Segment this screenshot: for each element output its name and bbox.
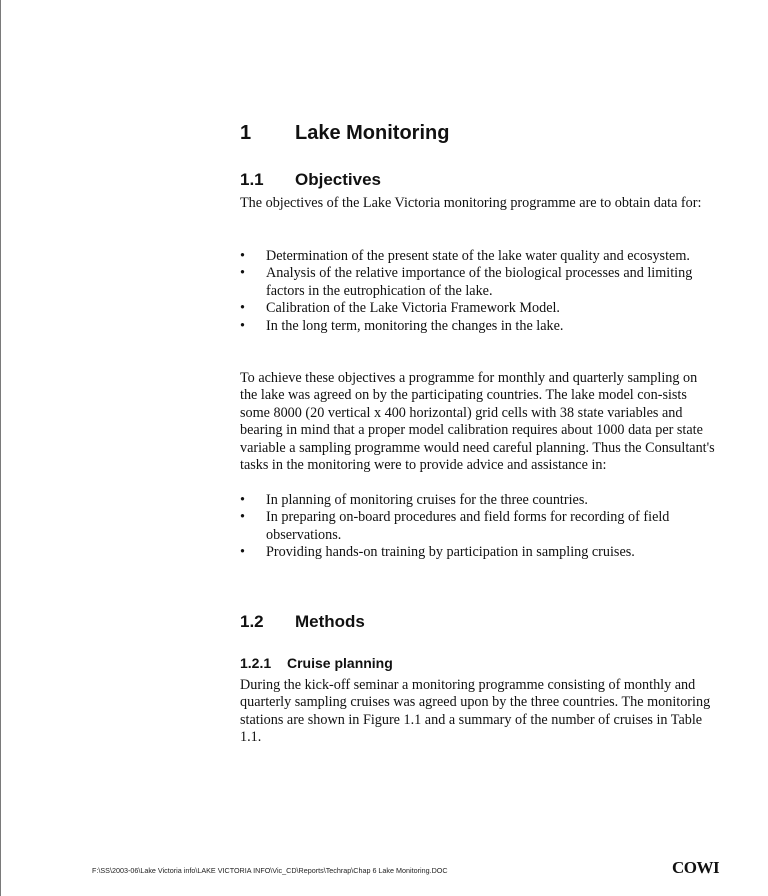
list-item xyxy=(240,300,718,317)
list-item xyxy=(240,248,718,265)
bullet-glyph: • xyxy=(240,492,245,508)
list-item xyxy=(240,318,718,335)
objectives-list xyxy=(240,248,718,335)
consultant-tasks-list xyxy=(240,492,718,562)
list-item xyxy=(240,544,718,561)
list-item xyxy=(240,509,718,544)
subsection-title: Cruise planning xyxy=(287,655,393,671)
subsection-number: 1.2.1 xyxy=(240,655,272,671)
bullet-glyph: • xyxy=(240,248,245,264)
section-title: Objectives xyxy=(295,170,381,189)
bullet-glyph: • xyxy=(240,544,245,561)
bullet-glyph: • xyxy=(240,509,245,526)
paragraph-text: The objectives of the Lake Victoria monitoring programme are to obtain data for: xyxy=(240,195,702,211)
list-item-text: In planning of monitoring cruises for the three countries. xyxy=(266,492,588,508)
page-left-border xyxy=(0,0,1,896)
monitoring-tasks-paragraph xyxy=(240,370,718,474)
cowi-logo: COWI xyxy=(672,858,720,877)
section-title: Methods xyxy=(295,612,365,631)
bullet-glyph: • xyxy=(240,300,245,317)
section-heading-objectives xyxy=(240,170,381,190)
list-item xyxy=(240,492,718,509)
list-item-text: Calibration of the Lake Victoria Framework Model. xyxy=(266,300,560,317)
list-item-text: Determination of the present state of the lake water quality and ecosystem. xyxy=(266,248,690,264)
chapter-number: 1 xyxy=(240,122,252,144)
subsection-heading-cruise-planning xyxy=(240,655,393,671)
list-item-text: In the long term, monitoring the changes in the lake. xyxy=(266,317,564,334)
list-item-text: Providing hands-on training by participation in sampling cruises. xyxy=(266,544,635,561)
section-number: 1.1 xyxy=(240,170,264,189)
list-item xyxy=(240,265,718,300)
paragraph-text: During the kick-off seminar a monitoring programme consisting of monthly and quarterly sampling cruises was agreed upon by the three countries. The monitoring stations are shown in Figure 1.1 and a summary of the number of cruises in Table 1.1. xyxy=(240,677,711,746)
section-number: 1.2 xyxy=(240,612,264,631)
list-item-text: In preparing on-board procedures and field forms for recording of field observations. xyxy=(266,509,670,543)
chapter-heading xyxy=(240,122,449,145)
objectives-intro xyxy=(240,195,718,212)
footer-file-path: F:\SS\2003-06\Lake Victoria info\LAKE VICTORIA INFO\Vic_CD\Reports\Techrap\Chap 6 Lake Monitoring.DOC xyxy=(92,866,448,875)
chapter-title: Lake Monitoring xyxy=(295,122,450,144)
section-heading-methods xyxy=(240,612,365,632)
bullet-glyph: • xyxy=(240,317,245,334)
bullet-glyph: • xyxy=(240,265,245,282)
list-item-text: Analysis of the relative importance of the biological processes and limiting factors in the eutrophication of the lake. xyxy=(266,265,693,299)
paragraph-text: To achieve these objectives a programme for monthly and quarterly sampling on the lake was agreed on by the participating countries. The lake model con-sists some 8000 (20 vertical x 400 horizontal) grid cells with 38 state variables and bearing in mind that a proper model calibration requires about 1000 data per state variable a sampling programme would need careful planning. Thus the Consultant's tasks in the monitoring were to provide advice and assistance in: xyxy=(240,370,715,474)
cruise-planning-paragraph xyxy=(240,677,718,747)
